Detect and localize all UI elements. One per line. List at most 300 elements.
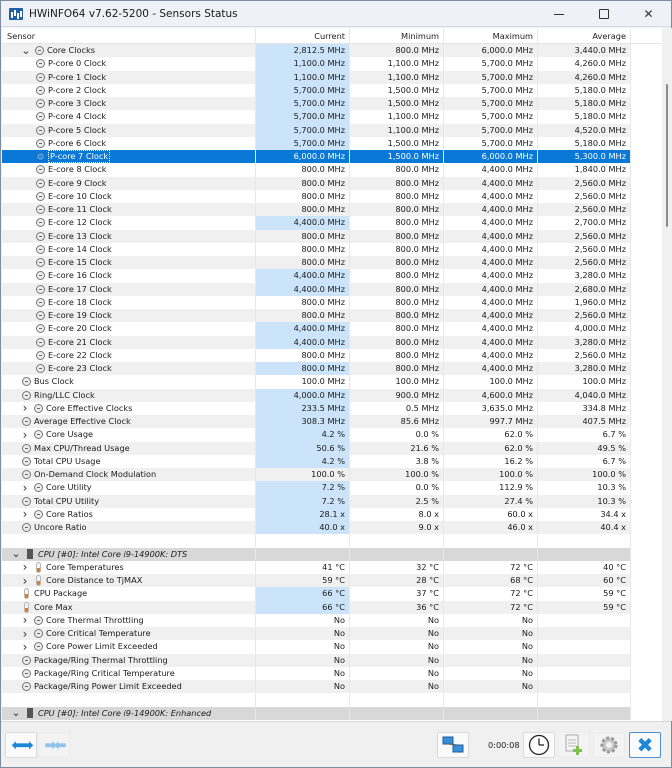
table-row[interactable]: [2, 110, 662, 123]
table-row[interactable]: [2, 680, 662, 693]
add-report-icon: [564, 734, 584, 756]
minimum-value: 800.0 MHz: [350, 283, 444, 296]
column-header-spacer: [631, 28, 662, 43]
table-row[interactable]: [2, 375, 662, 388]
reset-timer-button[interactable]: [523, 732, 555, 758]
sensor-name-cell: [2, 84, 256, 97]
maximize-icon: [599, 9, 609, 19]
scrollbar-thumb[interactable]: [666, 84, 668, 227]
table-row[interactable]: [2, 177, 662, 190]
clock-icon: [22, 669, 31, 678]
clock-icon: [36, 112, 45, 121]
row-spacer: [631, 601, 662, 614]
blank-row: [2, 534, 662, 547]
minimum-value: 36 °C: [350, 601, 444, 614]
table-row[interactable]: [2, 640, 662, 653]
sensor-name-cell: [2, 521, 256, 534]
row-spacer: [631, 243, 662, 256]
row-spacer: [631, 296, 662, 309]
row-spacer: [631, 163, 662, 176]
table-row[interactable]: [2, 561, 662, 574]
minimum-value: 37 °C: [350, 587, 444, 600]
minimum-value: 800.0 MHz: [350, 336, 444, 349]
sensor-name-cell: [2, 548, 256, 561]
maximum-value: 997.7 MHz: [444, 415, 538, 428]
sensor-name-cell: [2, 402, 256, 415]
table-row[interactable]: [2, 521, 662, 534]
table-row[interactable]: [2, 654, 662, 667]
group-name: CPU [#0]: Intel Core i9-14900K: DTS: [38, 548, 188, 559]
table-row[interactable]: [2, 203, 662, 216]
collapse-all-button[interactable]: [38, 732, 70, 758]
sensor-name: E-core 22 Clock: [48, 349, 112, 360]
average-value: [538, 680, 631, 693]
clock-icon: [22, 444, 31, 453]
minimize-button[interactable]: [536, 1, 581, 27]
clock-icon: [36, 311, 45, 320]
sensor-name-cell: [2, 614, 256, 627]
row-spacer: [631, 216, 662, 229]
average-value: [538, 693, 631, 706]
maximum-value: 5,700.0 MHz: [444, 137, 538, 150]
minimum-value: 1,500.0 MHz: [350, 150, 444, 163]
table-row[interactable]: [2, 349, 662, 362]
minimum-value: No: [350, 654, 444, 667]
minimum-value: 1,100.0 MHz: [350, 124, 444, 137]
minimum-value: 2.5 %: [350, 495, 444, 508]
sensor-name: E-core 10 Clock: [48, 190, 112, 201]
clock-icon: [36, 205, 45, 214]
clock-icon: [36, 152, 45, 161]
sensor-name-cell: [2, 561, 256, 574]
current-value: No: [256, 627, 350, 640]
clock-icon: [22, 682, 31, 691]
table-row[interactable]: [2, 296, 662, 309]
maximize-button[interactable]: [581, 1, 626, 27]
current-value: 4.2 %: [256, 455, 350, 468]
sensor-name-cell: [2, 190, 256, 203]
elapsed-timer: 0:00:08: [488, 740, 520, 750]
maximum-value: 60.0 x: [444, 508, 538, 521]
chevron-right-icon[interactable]: ›: [22, 560, 28, 574]
sensor-name: CPU Package: [34, 588, 88, 599]
table-row[interactable]: [2, 468, 662, 481]
average-value: 4,520.0 MHz: [538, 124, 631, 137]
current-value: [256, 534, 350, 547]
sensor-name-wrapper: [7, 177, 255, 190]
chevron-down-icon[interactable]: ⌄: [11, 547, 21, 561]
maximum-value: 100.0 MHz: [444, 375, 538, 388]
minimum-value: 800.0 MHz: [350, 269, 444, 282]
current-value: 308.3 MHz: [256, 415, 350, 428]
sensor-name: Average Effective Clock: [34, 416, 131, 426]
table-row[interactable]: [2, 283, 662, 296]
clock-icon: [36, 59, 45, 68]
table-row[interactable]: [2, 667, 662, 680]
minimum-value: 800.0 MHz: [350, 362, 444, 375]
sensor-name-cell: [2, 230, 256, 243]
minimize-icon: [554, 14, 564, 15]
table-row[interactable]: [2, 243, 662, 256]
minimum-value: No: [350, 627, 444, 640]
sensor-name-cell: [2, 693, 256, 706]
expand-arrows-icon: ⬅➡: [11, 736, 31, 754]
average-value: 6.7 %: [538, 428, 631, 441]
clock-icon: [36, 126, 45, 135]
minimum-value: 0.0 %: [350, 428, 444, 441]
maximum-value: 112.9 %: [444, 481, 538, 494]
maximum-value: 4,400.0 MHz: [444, 309, 538, 322]
current-value: 800.0 MHz: [256, 362, 350, 375]
average-value: 5,180.0 MHz: [538, 97, 631, 110]
sensor-name: E-core 15 Clock: [48, 257, 112, 267]
minimum-value: [350, 693, 444, 706]
clock-icon: [36, 364, 45, 373]
sensor-name-cell: [2, 124, 256, 137]
sensor-name: P-core 0 Clock: [48, 58, 107, 69]
current-value: 800.0 MHz: [256, 243, 350, 256]
sensor-name: E-core 20 Clock: [48, 323, 112, 334]
current-value: 100.0 %: [256, 468, 350, 481]
chevron-right-icon[interactable]: ›: [22, 507, 28, 521]
minimum-value: [350, 534, 444, 547]
average-value: 10.3 %: [538, 495, 631, 508]
chevron-down-icon[interactable]: ⌄: [21, 44, 31, 57]
table-row[interactable]: [2, 44, 662, 57]
row-spacer: [631, 468, 662, 481]
average-value: 5,180.0 MHz: [538, 137, 631, 150]
table-row[interactable]: [2, 402, 662, 415]
maximum-value: 4,600.0 MHz: [444, 389, 538, 402]
table-row[interactable]: [2, 150, 662, 163]
row-spacer: [631, 110, 662, 123]
minimum-value: 800.0 MHz: [350, 216, 444, 229]
table-row[interactable]: [2, 442, 662, 455]
clock-icon: [36, 285, 45, 294]
network-icon: [442, 735, 464, 755]
sensor-name-wrapper: [7, 561, 255, 574]
maximum-value: 4,400.0 MHz: [444, 177, 538, 190]
minimum-value: 100.0 MHz: [350, 375, 444, 388]
table-row[interactable]: [2, 362, 662, 375]
sensor-name-wrapper: [7, 309, 255, 322]
sensor-name-wrapper: [7, 574, 255, 587]
clock-icon: [35, 46, 44, 55]
close-window-button[interactable]: [626, 1, 671, 27]
chevron-right-icon[interactable]: ›: [22, 640, 28, 654]
current-value: 4,400.0 MHz: [256, 216, 350, 229]
maximum-value: 4,400.0 MHz: [444, 322, 538, 335]
sensor-group-row[interactable]: [2, 707, 662, 720]
sensor-name-cell: [2, 269, 256, 282]
minimum-value: 32 °C: [350, 561, 444, 574]
current-value: [256, 693, 350, 706]
sensor-name-wrapper: [7, 521, 255, 534]
sensor-name: E-core 9 Clock: [48, 177, 107, 188]
sensor-name-cell: [2, 283, 256, 296]
sensor-name: Core Max: [34, 601, 73, 612]
clock-icon: [36, 139, 45, 148]
maximum-value: 4,400.0 MHz: [444, 296, 538, 309]
current-value: 66 °C: [256, 587, 350, 600]
sensor-name-cell: [2, 428, 256, 441]
table-row[interactable]: [2, 508, 662, 521]
table-row[interactable]: [2, 84, 662, 97]
title-bar[interactable]: [1, 1, 671, 27]
table-row[interactable]: [2, 137, 662, 150]
table-row[interactable]: [2, 57, 662, 70]
average-value: [538, 614, 631, 627]
add-report-button[interactable]: [558, 732, 590, 758]
row-spacer: [631, 269, 662, 282]
table-row[interactable]: [2, 97, 662, 110]
column-header-sensor[interactable]: Sensor: [2, 28, 256, 43]
sensor-name-wrapper: [7, 415, 255, 428]
current-value: 1,100.0 MHz: [256, 57, 350, 70]
table-row[interactable]: [2, 601, 662, 614]
current-value: 4,400.0 MHz: [256, 322, 350, 335]
maximum-value: 3,635.0 MHz: [444, 402, 538, 415]
sensor-name-wrapper: [7, 601, 255, 614]
table-row[interactable]: [2, 190, 662, 203]
table-row[interactable]: [2, 614, 662, 627]
sensor-name: E-core 12 Clock: [48, 217, 112, 228]
chevron-right-icon[interactable]: ›: [22, 401, 28, 415]
clock-icon: [22, 457, 31, 466]
sensors-table[interactable]: [2, 28, 662, 721]
row-spacer: [631, 508, 662, 521]
row-spacer: [631, 203, 662, 216]
sensor-name: Core Usage: [46, 429, 94, 440]
minimum-value: 800.0 MHz: [350, 256, 444, 269]
table-row[interactable]: [2, 587, 662, 600]
average-value: 4,260.0 MHz: [538, 57, 631, 70]
window-controls: [536, 1, 671, 27]
sensor-name-cell: [2, 534, 256, 547]
row-spacer: [631, 415, 662, 428]
current-value: 1,100.0 MHz: [256, 71, 350, 84]
table-row[interactable]: [2, 163, 662, 176]
table-row[interactable]: [2, 71, 662, 84]
current-value: 50.6 %: [256, 442, 350, 455]
sensor-name-wrapper: [7, 322, 255, 335]
sensor-name-wrapper: [7, 150, 255, 163]
row-spacer: [631, 534, 662, 547]
sensor-name-cell: [2, 110, 256, 123]
average-value: [538, 534, 631, 547]
table-row[interactable]: [2, 415, 662, 428]
sensor-name-wrapper: [7, 495, 255, 508]
sensor-name: E-core 21 Clock: [48, 336, 112, 347]
current-value: 800.0 MHz: [256, 296, 350, 309]
expand-all-button[interactable]: [5, 732, 37, 758]
chevron-right-icon[interactable]: ›: [22, 627, 28, 641]
clock-icon: [36, 324, 45, 333]
average-value: 2,560.0 MHz: [538, 309, 631, 322]
row-spacer: [631, 561, 662, 574]
sensor-name-wrapper: [7, 455, 255, 468]
sensor-name: E-core 23 Clock: [48, 363, 112, 373]
current-value: 800.0 MHz: [256, 349, 350, 362]
table-row[interactable]: [2, 309, 662, 322]
row-spacer: [631, 256, 662, 269]
average-value: 59 °C: [538, 587, 631, 600]
row-spacer: [631, 137, 662, 150]
clock-icon: [34, 629, 43, 638]
settings-gear-icon: [598, 734, 620, 756]
sensor-name: Total CPU Usage: [34, 455, 101, 466]
sensor-name-wrapper: [7, 243, 255, 256]
sensor-name-wrapper: [7, 481, 255, 494]
sensor-name-wrapper: [7, 508, 255, 521]
sensor-name-wrapper: [7, 190, 255, 203]
current-value: 800.0 MHz: [256, 163, 350, 176]
sensor-name-cell: [2, 707, 256, 720]
maximum-value: 16.2 %: [444, 455, 538, 468]
chevron-right-icon[interactable]: ›: [22, 574, 28, 588]
sensor-name: Core Utility: [46, 482, 92, 493]
close-icon: ✕: [643, 7, 654, 21]
current-value: 4.2 %: [256, 428, 350, 441]
current-value: 7.2 %: [256, 481, 350, 494]
average-value: 4,000.0 MHz: [538, 322, 631, 335]
current-value: 800.0 MHz: [256, 256, 350, 269]
clock-icon: [22, 417, 31, 426]
table-row[interactable]: [2, 269, 662, 282]
vertical-scrollbar[interactable]: [662, 28, 672, 721]
row-spacer: [631, 230, 662, 243]
sensor-name-wrapper: [7, 216, 255, 229]
table-row[interactable]: [2, 455, 662, 468]
current-value: 6,000.0 MHz: [256, 150, 350, 163]
sensor-name: Package/Ring Critical Temperature: [34, 667, 175, 678]
sensor-name-wrapper: [7, 614, 255, 627]
maximum-value: 5,700.0 MHz: [444, 84, 538, 97]
clock-icon: [36, 165, 45, 174]
minimum-value: 9.0 x: [350, 521, 444, 534]
maximum-value: 72 °C: [444, 601, 538, 614]
row-spacer: [631, 190, 662, 203]
sensor-name: P-core 2 Clock: [48, 84, 107, 95]
chevron-right-icon[interactable]: ›: [22, 613, 28, 627]
maximum-value: No: [444, 680, 538, 693]
row-spacer: [631, 283, 662, 296]
sensor-name-cell: [2, 309, 256, 322]
table-row[interactable]: [2, 336, 662, 349]
maximum-value: 4,400.0 MHz: [444, 349, 538, 362]
average-value: 1,960.0 MHz: [538, 296, 631, 309]
average-value: 40.4 x: [538, 521, 631, 534]
maximum-value: 5,700.0 MHz: [444, 124, 538, 137]
column-header-current[interactable]: Current: [256, 28, 350, 43]
maximum-value: [444, 707, 538, 720]
table-row[interactable]: [2, 389, 662, 402]
minimum-value: 1,500.0 MHz: [350, 137, 444, 150]
table-row[interactable]: [2, 124, 662, 137]
table-row[interactable]: [2, 574, 662, 587]
column-header-average[interactable]: Average: [538, 28, 631, 43]
maximum-value: 5,700.0 MHz: [444, 110, 538, 123]
table-body: [2, 44, 662, 720]
settings-button[interactable]: [593, 732, 625, 758]
collapse-arrows-icon: ➡⬅: [44, 736, 64, 754]
clock-icon: [36, 338, 45, 347]
sensor-name-cell: [2, 57, 256, 70]
average-value: 2,560.0 MHz: [538, 190, 631, 203]
minimum-value: 800.0 MHz: [350, 349, 444, 362]
minimum-value: 900.0 MHz: [350, 389, 444, 402]
sensor-group-row[interactable]: [2, 548, 662, 561]
current-value: No: [256, 614, 350, 627]
average-value: [538, 640, 631, 653]
maximum-value: 4,400.0 MHz: [444, 230, 538, 243]
row-spacer: [631, 44, 662, 57]
current-value: 5,700.0 MHz: [256, 137, 350, 150]
sensor-name: P-core 6 Clock: [48, 137, 107, 148]
chevron-down-icon[interactable]: ⌄: [11, 706, 21, 720]
column-header-minimum[interactable]: Minimum: [350, 28, 444, 43]
table-row[interactable]: [2, 230, 662, 243]
sensor-name: E-core 17 Clock: [48, 283, 112, 294]
table-row[interactable]: [2, 495, 662, 508]
sensor-name-wrapper: [7, 84, 255, 97]
row-spacer: [631, 84, 662, 97]
table-row[interactable]: [2, 627, 662, 640]
minimum-value: 800.0 MHz: [350, 322, 444, 335]
average-value: 59 °C: [538, 601, 631, 614]
table-row[interactable]: [2, 256, 662, 269]
sensor-name: Package/Ring Thermal Throttling: [34, 654, 168, 665]
average-value: 40 °C: [538, 561, 631, 574]
row-spacer: [631, 481, 662, 494]
column-header-maximum[interactable]: Maximum: [444, 28, 538, 43]
maximum-value: 27.4 %: [444, 495, 538, 508]
average-value: [538, 654, 631, 667]
sensor-name: Uncore Ratio: [34, 522, 87, 532]
maximum-value: No: [444, 614, 538, 627]
table-row[interactable]: [2, 428, 662, 441]
maximum-value: No: [444, 627, 538, 640]
sensor-name-cell: [2, 442, 256, 455]
table-row[interactable]: [2, 322, 662, 335]
row-spacer: [631, 495, 662, 508]
current-value: 5,700.0 MHz: [256, 97, 350, 110]
blank-row: [2, 693, 662, 706]
sensor-name: P-core 7 Clock: [48, 150, 110, 163]
network-button[interactable]: [437, 732, 469, 758]
current-value: 800.0 MHz: [256, 309, 350, 322]
table-row[interactable]: [2, 481, 662, 494]
row-spacer: [631, 309, 662, 322]
current-value: 4,400.0 MHz: [256, 283, 350, 296]
maximum-value: 4,400.0 MHz: [444, 163, 538, 176]
maximum-value: No: [444, 654, 538, 667]
row-spacer: [631, 375, 662, 388]
chevron-right-icon[interactable]: ›: [22, 428, 28, 442]
sensor-name-cell: [2, 495, 256, 508]
close-sensors-button[interactable]: [629, 732, 661, 758]
clock-icon: [22, 377, 31, 386]
row-spacer: [631, 521, 662, 534]
row-spacer: [631, 627, 662, 640]
table-row[interactable]: [2, 216, 662, 229]
sensor-name-cell: [2, 389, 256, 402]
chevron-right-icon[interactable]: ›: [22, 481, 28, 495]
sensor-name: E-core 19 Clock: [48, 310, 112, 320]
sensor-name-cell: [2, 336, 256, 349]
sensor-name: P-core 5 Clock: [48, 124, 107, 135]
clock-reset-icon: [528, 734, 550, 756]
